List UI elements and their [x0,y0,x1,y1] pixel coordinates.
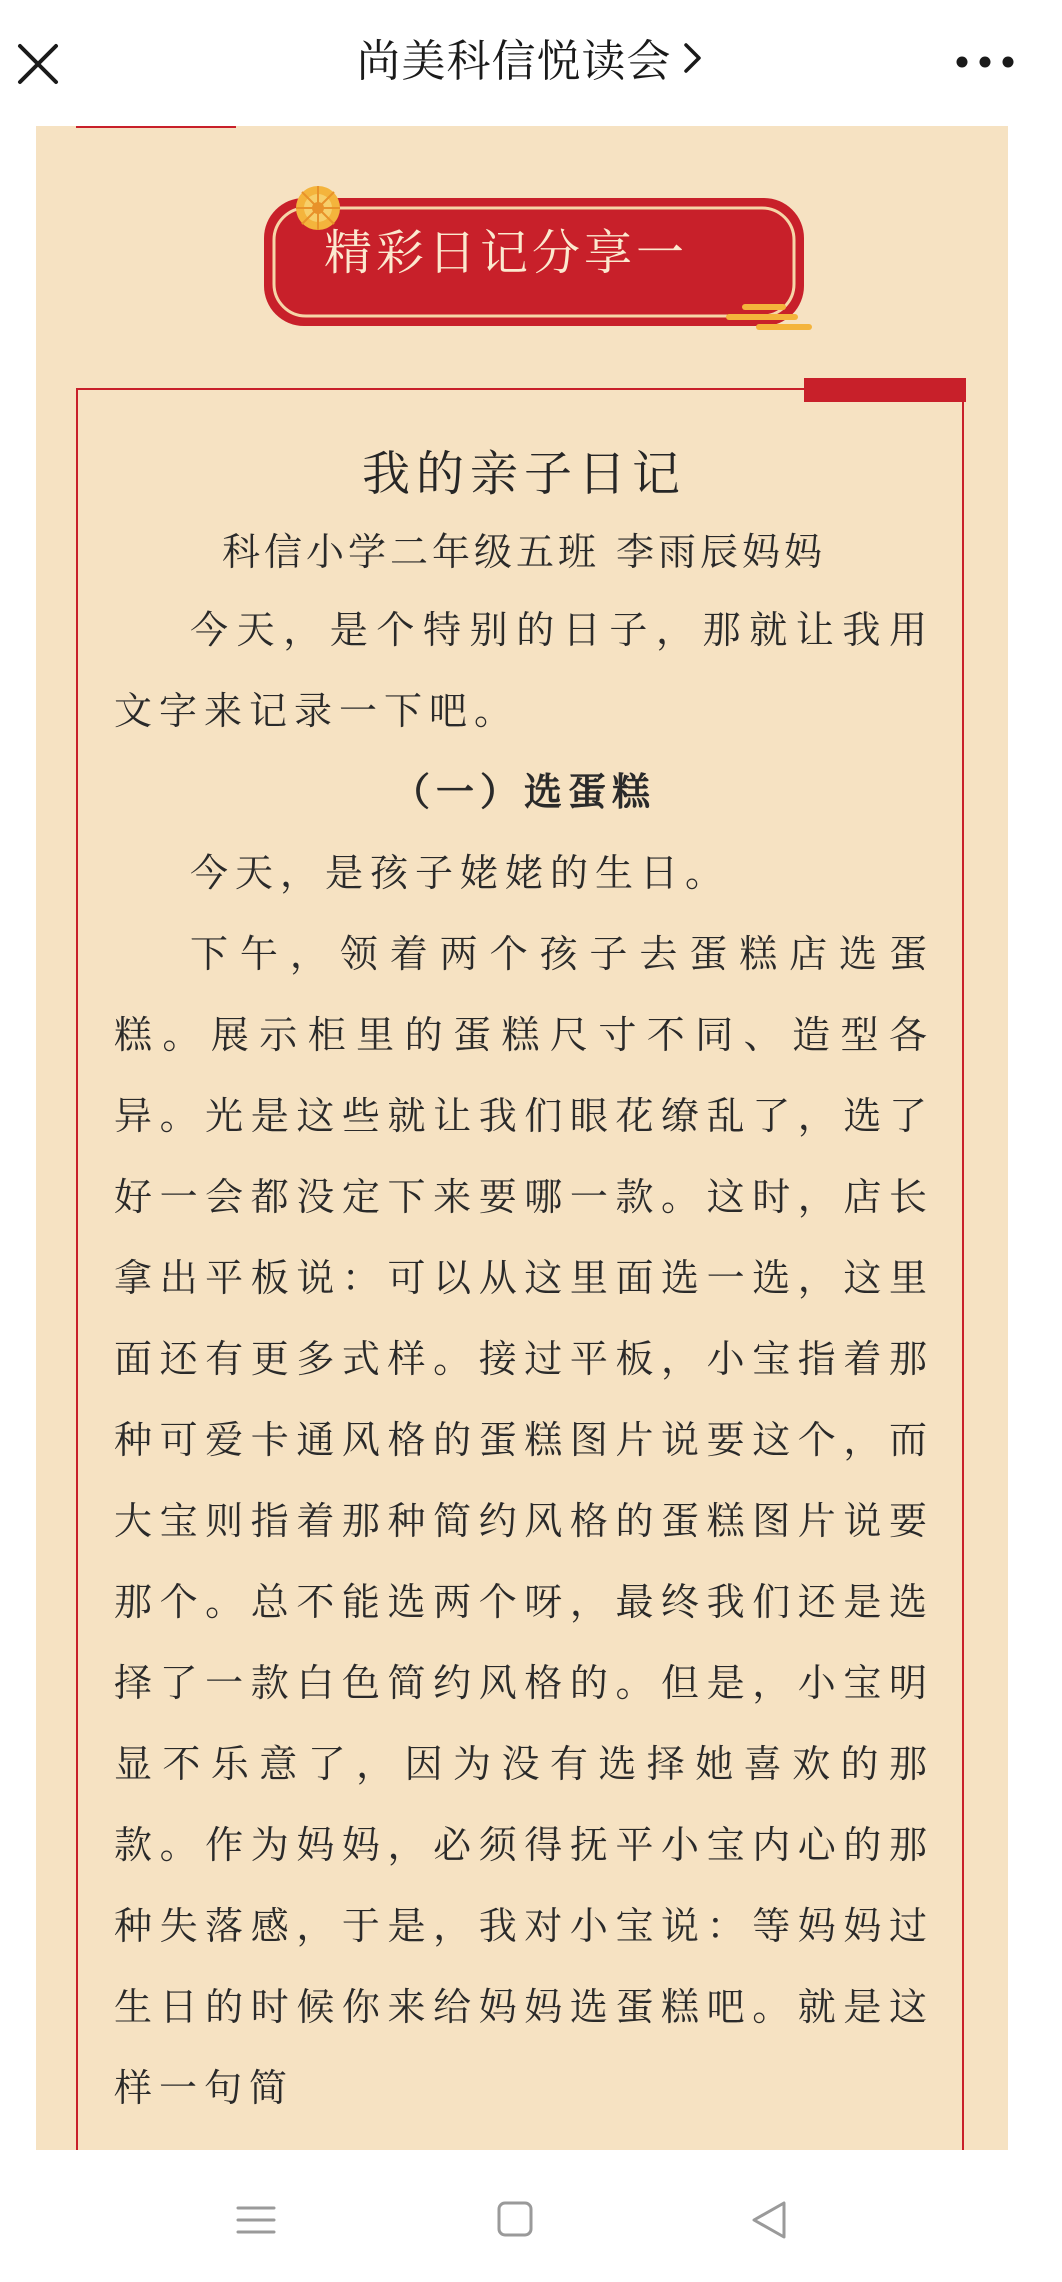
paragraph: 今天，是孩子姥姥的生日。 [190,851,731,895]
account-title-link[interactable] [200,30,860,94]
section-heading: （一）选蛋糕 [391,770,656,814]
close-icon[interactable] [10,36,66,92]
paragraph: 下午，领着两个孩子去蛋糕店选蛋糕。展示柜里的蛋糕尺寸不同、造型各异。光是这些就让我们眼花缭乱了，选了好一会都没定下来要哪一款。这时，店长拿出平板说：可以从这里面选一选，这里面还有更多式样。接过平板，小宝指着那种可爱卡通风格的蛋糕图片说要这个，而大宝则指着那种简约风格的蛋糕图片说要那个。总不能选两个呀，最终我们还是选择了一款白色简约风格的。但是，小宝明显不乐意了，因为没有选择她喜欢的那款。作为妈妈，必须得抚平小宝内心的那种失落感，于是，我对小宝说：等妈妈过生日的时候你来给妈妈选蛋糕吧。就是这样一句简 [114,932,934,2110]
chevron-right-icon [682,29,704,93]
more-horizontal-icon[interactable] [950,42,1020,82]
home-square-icon[interactable] [485,2190,545,2250]
top-accent-line [76,126,236,128]
system-nav-bar [0,2150,1062,2282]
diary-content [114,426,934,2129]
top-nav-bar [0,0,1062,124]
article-body[interactable] [36,126,1008,2150]
intro-paragraph: 今天，是个特别的日子，那就让我用文字来记录一下吧。 [114,608,934,733]
diary-author: 科信小学二年级五班 李雨辰妈妈 [221,530,827,574]
page-title: 尚美科信悦读会 [356,36,672,87]
menu-icon[interactable] [226,2190,286,2250]
back-triangle-icon[interactable] [740,2190,800,2250]
diary-title: 我的亲子日记 [361,446,686,502]
banner-label: 精彩日记分享一 [323,225,688,281]
